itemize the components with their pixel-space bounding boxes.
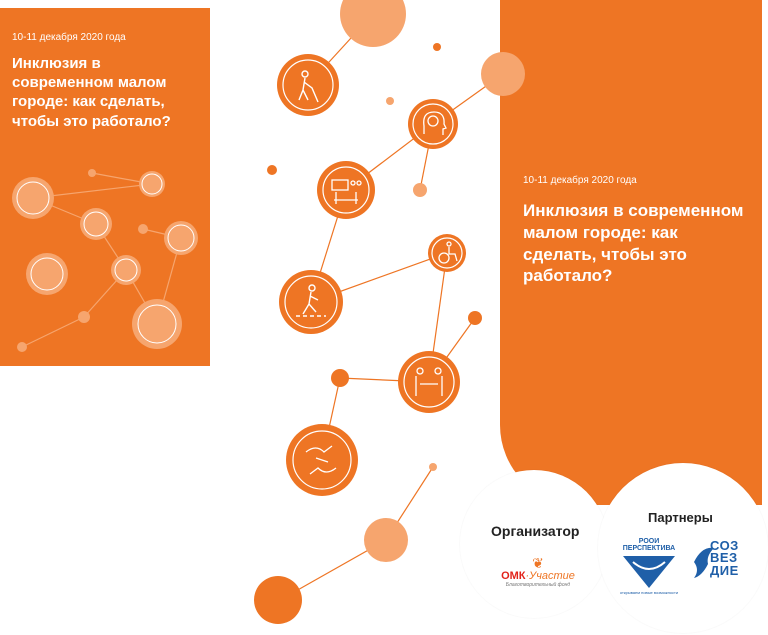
sozvezdie-line-2: ВЕЗ [710, 550, 738, 566]
rooi-logo-name: РООИ ПЕРСПЕКТИВА [622, 538, 676, 552]
omk-hands-icon: ❦ [532, 555, 544, 571]
omk-logo [498, 556, 578, 588]
small-leaflet-date: 10-11 декабря 2020 года [12, 32, 126, 43]
rooi-emblem-icon [619, 554, 679, 590]
large-leaflet-date: 10-11 декабря 2020 года [523, 175, 637, 186]
organizer-badge [460, 470, 608, 618]
large-leaflet-title: Инклюзия в современном малом городе: как сделать, чтобы это работало? [523, 201, 744, 286]
sozvezdie-line-1: СОЗ [710, 538, 739, 553]
omk-logo-accent: ·Участие [525, 570, 575, 582]
small-leaflet-title: Инклюзия в современном малом городе: как сделать, чтобы это работало? [12, 55, 171, 130]
omk-logo-name: ОМК [501, 570, 526, 582]
rooi-logo-sub: открываем новые возможности [619, 590, 679, 595]
organizer-label: Организатор [491, 523, 580, 539]
partners-label: Партнеры [648, 510, 713, 525]
rooi-perspektiva-logo [612, 538, 686, 595]
omk-logo-sub: Благотворительный фонд [505, 582, 571, 588]
sozvezdie-line-3: ДИЕ [710, 562, 739, 578]
